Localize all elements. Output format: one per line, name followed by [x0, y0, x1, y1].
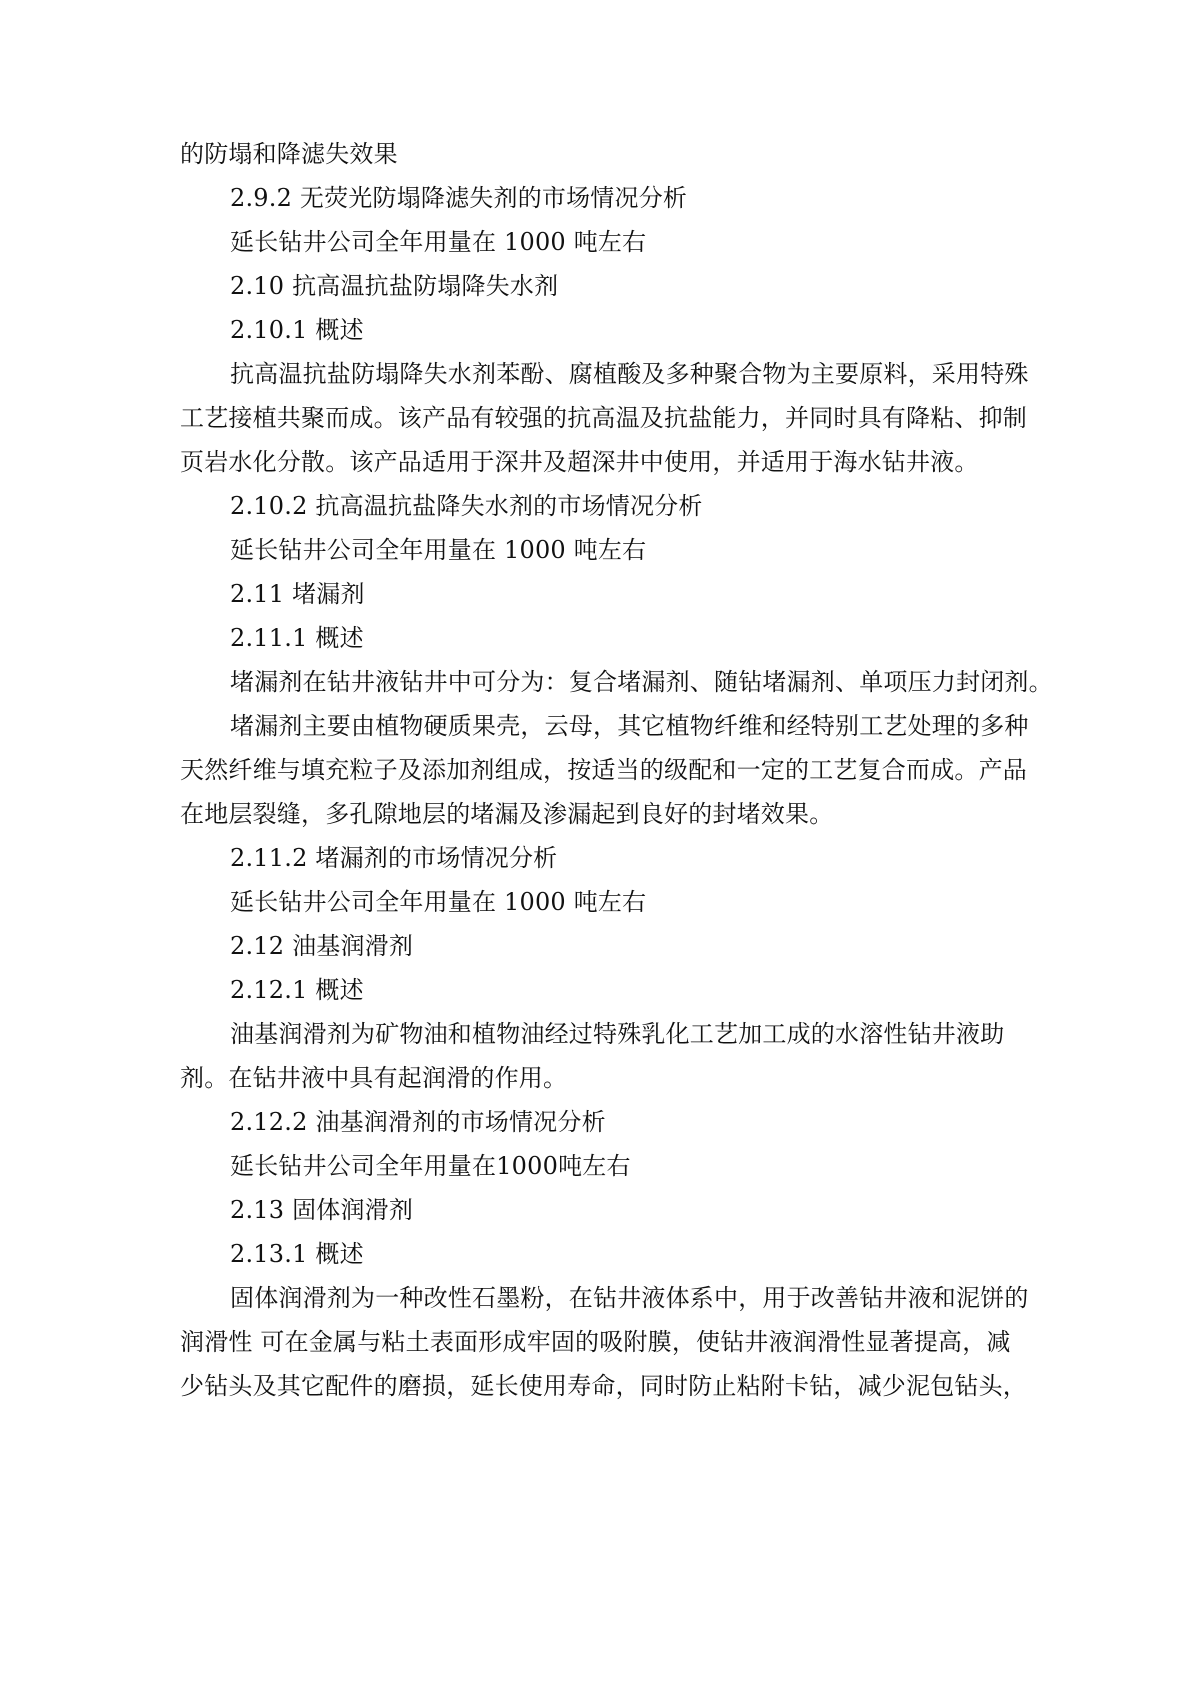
paragraph-line-2: 工艺接植共聚而成。该产品有较强的抗高温及抗盐能力，并同时具有降粘、抑制	[180, 404, 1027, 432]
paragraph-line-4: 堵漏剂在钻井液钻井中可分为：复合堵漏剂、随钻堵漏剂、单项压力封闭剂。	[230, 668, 1053, 696]
section-heading-2-11: 2.11 堵漏剂	[230, 580, 365, 608]
section-heading-2-12-1: 2.12.1 概述	[230, 976, 364, 1004]
paragraph-line-12: 少钻头及其它配件的磨损，延长使用寿命，同时防止粘附卡钻，减少泥包钻头，	[180, 1372, 1027, 1400]
paragraph-line-6: 天然纤维与填充粒子及添加剂组成，按适当的级配和一定的工艺复合而成。产品	[180, 756, 1027, 784]
section-heading-2-10: 2.10 抗高温抗盐防塌降失水剂	[230, 272, 559, 300]
paragraph-line-8: 油基润滑剂为矿物油和植物油经过特殊乳化工艺加工成的水溶性钻井液助	[230, 1020, 1005, 1048]
paragraph-line-5: 堵漏剂主要由植物硬质果壳，云母，其它植物纤维和经特别工艺处理的多种	[230, 712, 1029, 740]
section-heading-2-13: 2.13 固体润滑剂	[230, 1196, 414, 1224]
section-heading-2-11-1: 2.11.1 概述	[230, 624, 364, 652]
usage-line-2: 延长钻井公司全年用量在 1000 吨左右	[230, 536, 647, 564]
paragraph-line-1: 抗高温抗盐防塌降失水剂苯酚、腐植酸及多种聚合物为主要原料，采用特殊	[230, 360, 1029, 388]
text-line-1: 的防塌和降滤失效果	[180, 140, 398, 168]
paragraph-line-9: 剂。在钻井液中具有起润滑的作用。	[180, 1064, 568, 1092]
usage-line-4: 延长钻井公司全年用量在1000吨左右	[230, 1152, 631, 1180]
usage-line-1: 延长钻井公司全年用量在 1000 吨左右	[230, 228, 647, 256]
section-heading-2-9-2: 2.9.2 无荧光防塌降滤失剂的市场情况分析	[230, 184, 688, 212]
usage-line-3: 延长钻井公司全年用量在 1000 吨左右	[230, 888, 647, 916]
section-heading-2-12-2: 2.12.2 油基润滑剂的市场情况分析	[230, 1108, 606, 1136]
section-heading-2-13-1: 2.13.1 概述	[230, 1240, 364, 1268]
paragraph-line-7: 在地层裂缝，多孔隙地层的堵漏及渗漏起到良好的封堵效果。	[180, 800, 834, 828]
paragraph-line-10: 固体润滑剂为一种改性石墨粉，在钻井液体系中，用于改善钻井液和泥饼的	[230, 1284, 1029, 1312]
section-heading-2-10-1: 2.10.1 概述	[230, 316, 364, 344]
section-heading-2-11-2: 2.11.2 堵漏剂的市场情况分析	[230, 844, 558, 872]
section-heading-2-12: 2.12 油基润滑剂	[230, 932, 414, 960]
paragraph-line-11: 润滑性 可在金属与粘土表面形成牢固的吸附膜，使钻井液润滑性显著提高，减	[180, 1328, 1011, 1356]
paragraph-line-3: 页岩水化分散。该产品适用于深井及超深井中使用，并适用于海水钻井液。	[180, 448, 979, 476]
section-heading-2-10-2: 2.10.2 抗高温抗盐降失水剂的市场情况分析	[230, 492, 703, 520]
